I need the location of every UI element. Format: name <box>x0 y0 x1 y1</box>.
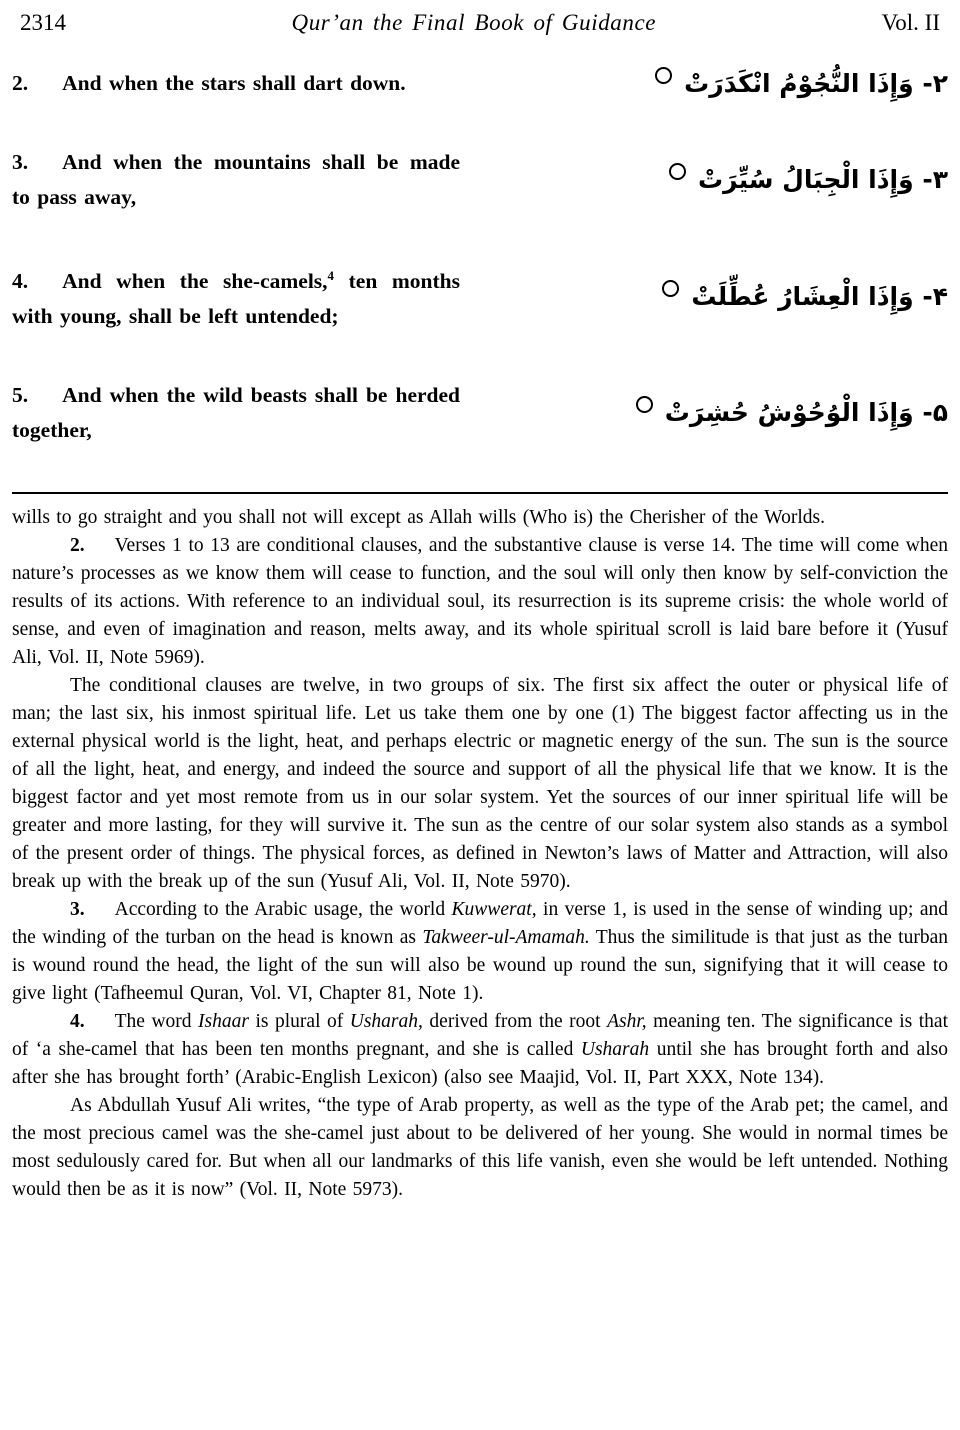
footnote-reference: 4 <box>327 269 334 283</box>
verse-row-5 <box>12 378 948 448</box>
arabic-text: ۵- وَإِذَا الْوُحُوْشُ حُشِرَتْ <box>664 398 948 428</box>
paragraph-text: Thus the similitude is that just as the turban is wound round the head, the light of the sun will also be wound up round the sun, signifying that it will cease to give light (Tafheemul Quran, Vol. VI, Chapter 81, Note 1). <box>12 927 948 1005</box>
verse-text: And when the wild beasts shall be herded together, <box>12 383 460 443</box>
verse-arabic <box>498 280 948 314</box>
verse-row-2 <box>12 66 948 101</box>
verse-number: 4. <box>12 269 29 294</box>
footnote-number: 2. <box>70 535 85 557</box>
verse-number: 2. <box>12 71 29 95</box>
section-divider <box>12 492 948 494</box>
arabic-text: ٢- وَإِذَا النُّجُوْمُ انْكَدَرَتْ <box>684 68 948 98</box>
verse-number: 5. <box>12 383 29 408</box>
end-of-ayah-icon <box>636 396 653 413</box>
arabic-text: ۴- وَإِذَا الْعِشَارُ عُطِّلَتْ <box>691 281 948 311</box>
verse-translation <box>12 66 460 101</box>
paragraph-text: wills to go straight and you shall not will except as Allah wills (Who is) the Cherisher of the Worlds. <box>12 507 825 529</box>
transliterated-term: Usharah <box>580 1039 650 1061</box>
verse-arabic <box>498 396 948 430</box>
paragraph-text: According to the Arabic usage, the world <box>114 899 452 921</box>
commentary-paragraph <box>12 672 948 896</box>
verse-row-4 <box>12 259 948 334</box>
transliterated-term: Ashr, <box>607 1011 647 1033</box>
transliterated-term: Kuwwerat, <box>451 899 537 921</box>
verse-text: And when the stars shall dart down. <box>62 71 406 95</box>
verse-text: And when the mountains shall be made to pass away, <box>12 150 460 209</box>
paragraph-text: in verse 1, is used in the sense of winding up; and the winding of the turban on the head is known as <box>12 899 948 949</box>
footnote-4 <box>12 1008 948 1092</box>
paragraph-text: meaning ten. The significance is that of ‘a she-camel that has been ten months pregnant, and she is called <box>12 1011 948 1061</box>
paragraph-text: Verses 1 to 13 are conditional clauses, and the substantive clause is verse 14. The time will come when nature’s processes as we know them will cease to function, and the soul will only then know by self-conviction the results of its actions. With reference to an individual soul, its resurrection is its supreme crisis: the whole world of sense, and even of imagination and reason, melts away, and its whole spiritual scroll is laid bare before it (Yusuf Ali, Vol. II, Note 5969). <box>12 535 948 669</box>
verse-translation <box>12 145 460 215</box>
transliterated-term: Usharah, <box>349 1011 423 1033</box>
paragraph-text: The word <box>114 1011 199 1033</box>
verse-row-3 <box>12 145 948 215</box>
paragraph-text: As Abdullah Yusuf Ali writes, “the type of Arab property, as well as the type of the Arab pet; the camel, and the most precious camel was the she-camel just about to be delivered of her young. She would in normal times be most sedulously cared for. But when all our landmarks of this life vanish, even she would be left untended. Nothing would then be as it is now” (Vol. II, Note 5973). <box>12 1095 948 1201</box>
footnote-number: 3. <box>70 899 85 921</box>
commentary-paragraph <box>12 1092 948 1204</box>
commentary-paragraph <box>12 504 948 532</box>
verse-arabic <box>498 67 948 101</box>
verse-arabic <box>498 163 948 197</box>
page-number: 2314 <box>20 10 66 35</box>
paragraph-text: The conditional clauses are twelve, in two groups of six. The first six affect the outer or physical life of man; the last six, his inmost spiritual life. Let us take them one by one (1) The biggest factor affecting us in the external physical world is the light, heat, and perhaps electric or magnetic energy of the sun. The sun is the source of all the light, heat, and energy, and indeed the source and support of all the physical life that we know. It is the biggest factor and yet most remote from us in our solar system. Yet the sources of our inner spiritual life will be greater and more lasting, for they will survive it. The sun as the centre of our solar system also stands as a symbol of the present order of things. The physical forces, as defined in Newton’s laws of Matter and Attraction, will also break up with the break up of the sun (Yusuf Ali, Vol. II, Note 5970). <box>12 675 948 893</box>
running-title: Qur’an the Final Book of Guidance <box>291 10 657 35</box>
end-of-ayah-icon <box>655 67 672 84</box>
verse-number: 3. <box>12 150 29 174</box>
paragraph-text: until she has brought forth and also after she has brought forth’ (Arabic-English Lexicon) (also see Maajid, Vol. II, Part XXX, Note 134). <box>12 1039 948 1089</box>
transliterated-term: Takweer-ul-Amamah. <box>422 927 590 949</box>
end-of-ayah-icon <box>669 163 686 180</box>
verse-translation <box>12 378 460 448</box>
end-of-ayah-icon <box>662 280 679 297</box>
volume-label: Vol. II <box>881 10 940 35</box>
footnote-3 <box>12 896 948 1008</box>
page-header <box>12 6 948 36</box>
footnote-number: 4. <box>70 1011 85 1033</box>
transliterated-term: Ishaar <box>198 1011 249 1033</box>
footnote-2 <box>12 532 948 672</box>
commentary-section <box>12 504 948 1204</box>
verses-section <box>12 36 948 448</box>
verse-translation <box>12 259 460 334</box>
verse-text: ten months with young, shall be left untended; <box>12 269 460 329</box>
verse-text: And when the she-camels, <box>62 269 328 294</box>
paragraph-text: is plural of <box>248 1011 350 1033</box>
arabic-text: ٣- وَإِذَا الْجِبَالُ سُيِّرَتْ <box>698 165 948 194</box>
paragraph-text: derived from the root <box>422 1011 608 1033</box>
